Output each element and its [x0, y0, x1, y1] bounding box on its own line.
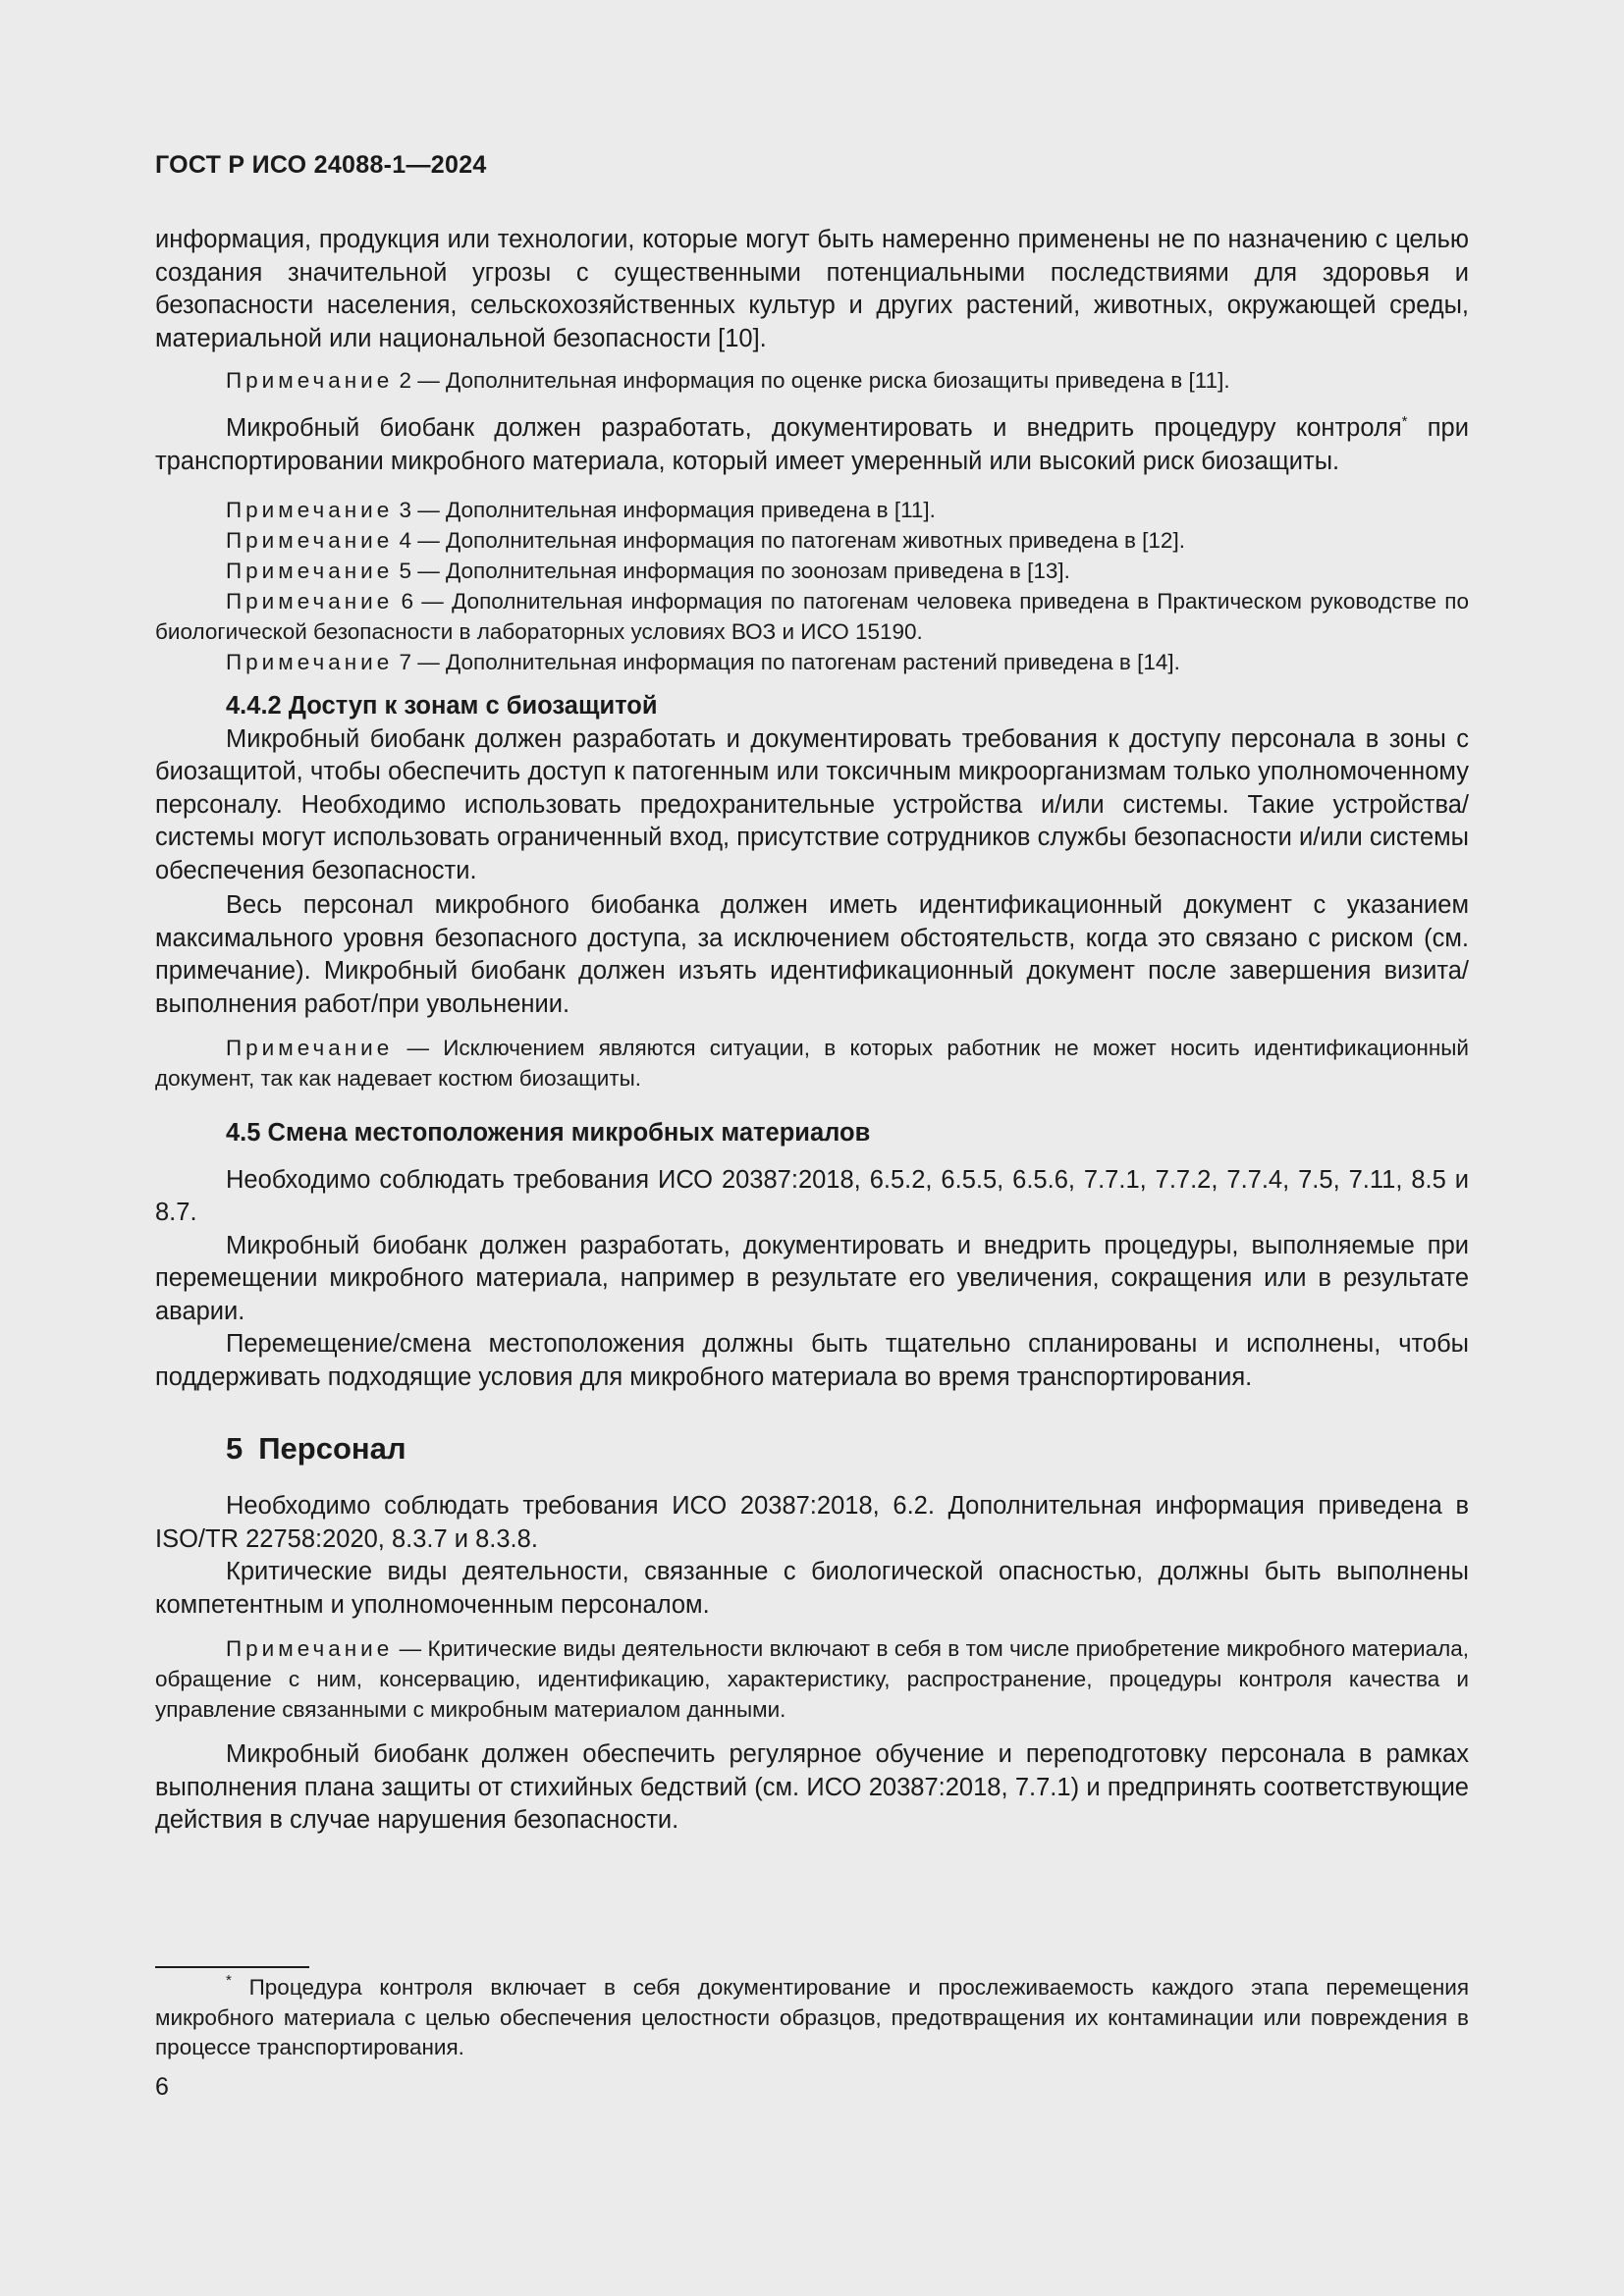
section-heading-4-5: 4.5 Смена местоположения микробных материалов: [226, 1119, 871, 1147]
paragraph-id-document: Весь персонал микробного биобанка должен иметь идентификационный документ с указанием максимального уровня безопасного доступа, за исключением обстоятельств, когда это связано с риском (см. примечание). Микробный биобанк должен изъять идентификационный документ после завершения визита/выполнения работ/при увольнении.: [155, 891, 1469, 1018]
footnote: * Процедура контроля включает в себя документирование и прослеживаемость каждого этапа перемещения микробного материала с целью обеспечения целостности образцов, предотвращения их контаминации или повреждения в процессе транспортирования.: [155, 1972, 1469, 2059]
note-label: Примечание: [226, 650, 394, 674]
note-label: Примечание: [226, 528, 394, 553]
paragraph-access-requirements: Микробный биобанк должен разработать и документировать требования к доступу персонала в зоны с биозащитой, чтобы обеспечить доступ к патогенным или токсичным микроорганизмам только уполномоченному персоналу. Необходимо использовать предохранительные устройства и/или системы. Такие устройства/системы могут использовать ограниченный вход, присутствие сотрудников службы безопасности и/или системы обеспечения безопасности.: [155, 724, 1469, 884]
note-label: Примечание: [226, 1036, 394, 1060]
paragraph-continuation: информация, продукция или технологии, которые могут быть намеренно применены не по назначению с целью создания значительной угрозы с существенными потенциальными последствиями для здоровья и безопасности населения, сельскохозяйственных культур и других растений, животных, окружающей среды, материальной или национальной безопасности [10].: [155, 226, 1469, 352]
note-label: Примечание: [226, 498, 394, 522]
paragraph-iso-requirements: Необходимо соблюдать требования ИСО 20387:2018, 6.5.2, 6.5.5, 6.5.6, 7.7.1, 7.7.2, 7.7.4, 7.5, 7.11, 8.5 и 8.7.: [155, 1165, 1469, 1226]
paragraph-personnel-requirements: Необходимо соблюдать требования ИСО 20387:2018, 6.2. Дополнительная информация приведена в ISO/TR 22758:2020, 8.3.7 и 8.3.8.: [155, 1492, 1469, 1553]
note-label: Примечание: [226, 368, 394, 393]
footnote-mark: *: [226, 1972, 232, 1989]
note-5: Примечание 5 — Дополнительная информация по зоонозам приведена в [13].: [226, 559, 1070, 583]
note-label: Примечание: [226, 559, 394, 583]
page-content: [155, 224, 1469, 1838]
note-exception: Примечание — Исключением являются ситуации, в которых работник не может носить идентификационный документ, так как надевает костюм биозащиты.: [155, 1036, 1469, 1091]
note-4: Примечание 4 — Дополнительная информация по патогенам животных приведена в [12].: [226, 528, 1185, 553]
paragraph-training: Микробный биобанк должен обеспечить регулярное обучение и переподготовку персонала в рамках выполнения плана защиты от стихийных бедствий (см. ИСО 20387:2018, 7.7.1) и предпринять соответствующие действия в случае нарушения безопасности.: [155, 1740, 1469, 1834]
footnote-separator: [155, 1966, 309, 1968]
footnote-ref: *: [1401, 413, 1408, 430]
page-number: 6: [155, 2073, 169, 2101]
paragraph-critical-activities: Критические виды деятельности, связанные с биологической опасностью, должны быть выполнены компетентным и уполномоченным персоналом.: [155, 1558, 1469, 1619]
note-6: Примечание 6 — Дополнительная информация по патогенам человека приведена в Практическом руководстве по биологической безопасности в лабораторных условиях ВОЗ и ИСО 15190.: [155, 589, 1469, 644]
note-label: Примечание: [226, 589, 394, 614]
note-2: Примечание 2 — Дополнительная информация по оценке риска биозащиты приведена в [11].: [226, 368, 1230, 393]
note-7: Примечание 7 — Дополнительная информация по патогенам растений приведена в [14].: [226, 650, 1180, 674]
section-heading-5: 5 Персонал: [226, 1431, 406, 1466]
paragraph-relocation-procedures: Микробный биобанк должен разработать, документировать и внедрить процедуры, выполняемые при перемещении микробного материала, например в результате его увеличения, сокращения или в результате аварии.: [155, 1231, 1469, 1325]
document-header: ГОСТ Р ИСО 24088-1—2024: [155, 151, 487, 179]
note-3: Примечание 3 — Дополнительная информация приведена в [11].: [226, 498, 936, 522]
note-critical-activities: Примечание — Критические виды деятельности включают в себя в том числе приобретение микробного материала, обращение с ним, консервацию, идентификацию, характеристику, распространение, процедуры контроля качества и управление связанными с микробным материалом данными.: [155, 1636, 1469, 1722]
note-label: Примечание: [226, 1636, 394, 1661]
section-heading-4-4-2: 4.4.2 Доступ к зонам с биозащитой: [226, 692, 658, 720]
paragraph-relocation-planning: Перемещение/смена местоположения должны быть тщательно спланированы и исполнены, чтобы поддерживать подходящие условия для микробного материала во время транспортирования.: [155, 1330, 1469, 1391]
paragraph-control-procedure: Микробный биобанк должен разработать, документировать и внедрить процедуру контроля* при транспортировании микробного материала, который имеет умеренный или высокий риск биозащиты.: [155, 413, 1469, 475]
